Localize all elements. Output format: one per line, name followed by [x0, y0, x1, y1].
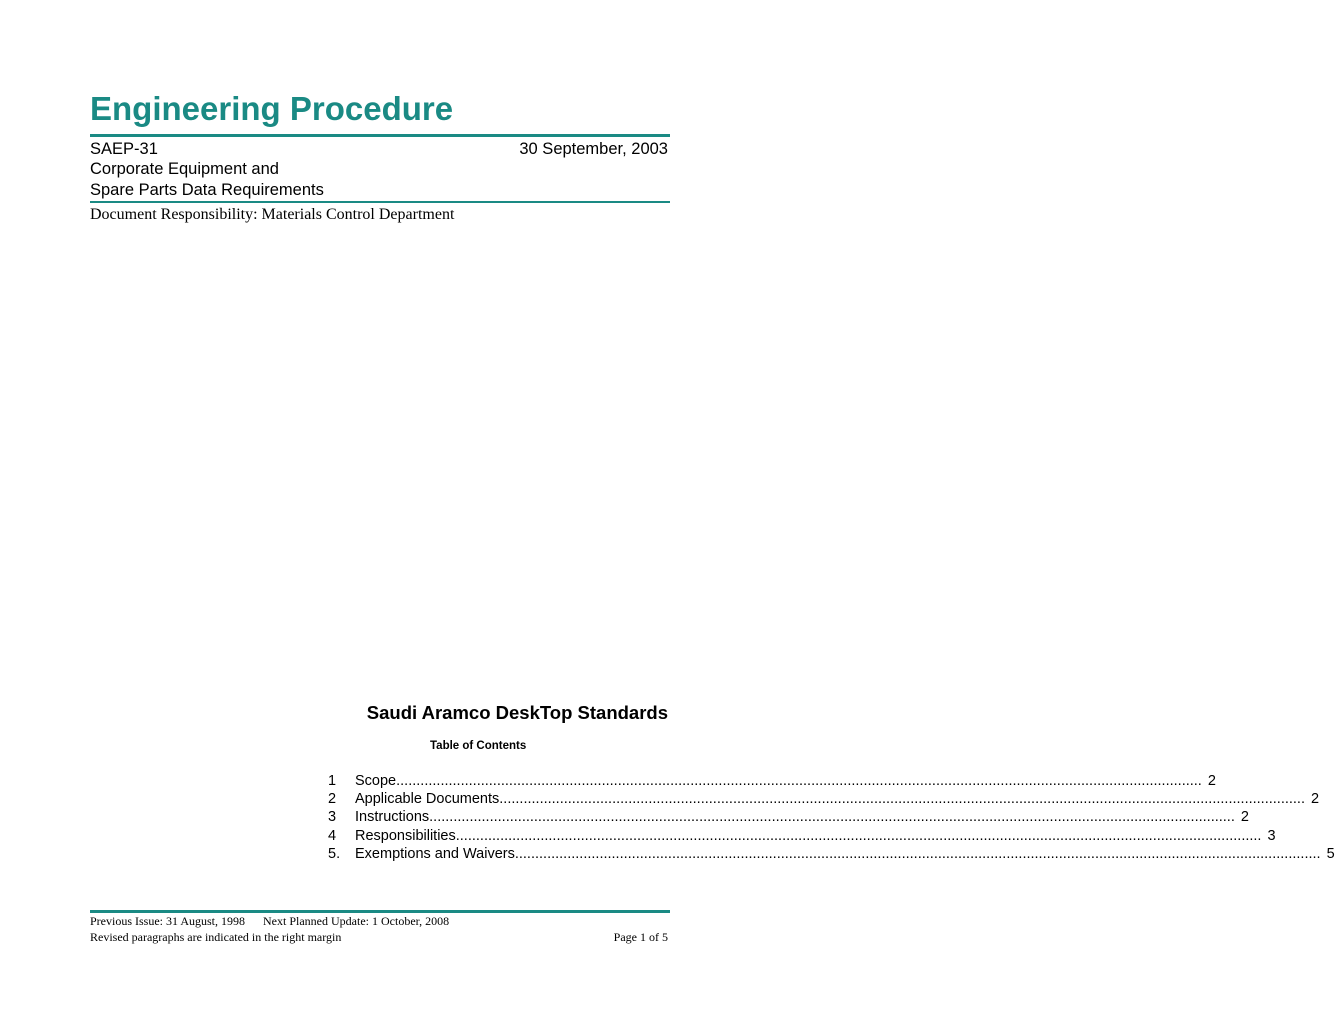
- toc-item-label: Exemptions and Waivers: [355, 845, 515, 862]
- toc-item-page: 2: [1240, 809, 1249, 826]
- footer-issue-info: [90, 914, 449, 929]
- next-planned-update: Next Planned Update: 1 October, 2008: [263, 914, 450, 928]
- toc-item-label: Scope: [355, 773, 397, 789]
- revised-paragraphs-note: Revised paragraphs are indicated in the right margin: [90, 930, 342, 944]
- footer-rule: [90, 910, 670, 913]
- toc-dot-leader: ........................................................................................................................................................................................................: [455, 827, 1262, 844]
- toc-dot-leader: ........................................................................................................................................................................................................: [396, 773, 1202, 789]
- toc-item-number: 2: [328, 791, 337, 808]
- document-date: 30 September, 2003: [519, 140, 668, 158]
- page-title: Engineering Procedure: [90, 90, 454, 127]
- toc-dot-leader: ........................................................................................................................................................................................................: [499, 791, 1305, 808]
- document-subtitle: [90, 159, 324, 201]
- table-of-contents: [328, 772, 1335, 863]
- toc-item-page: 2: [1311, 791, 1320, 808]
- toc-item-exemptions-and-waivers[interactable]: [328, 845, 1335, 863]
- toc-item-scope[interactable]: [328, 772, 1216, 790]
- page-number: Page 1 of 5: [613, 930, 668, 944]
- document-subtitle-line-1: Corporate Equipment and: [90, 160, 279, 178]
- toc-item-label: Applicable Documents: [355, 791, 500, 808]
- toc-item-page: 3: [1267, 827, 1276, 844]
- standards-title: Saudi Aramco DeskTop Standards: [366, 702, 668, 723]
- toc-dot-leader: ........................................................................................................................................................................................................: [514, 845, 1321, 862]
- toc-item-number: 5.: [328, 845, 341, 862]
- toc-item-label: Responsibilities: [355, 827, 456, 844]
- toc-item-number: 3: [328, 809, 337, 826]
- document-responsibility: Document Responsibility: Materials Control Department: [90, 206, 455, 223]
- toc-item-number: 4: [328, 827, 337, 844]
- header-top-rule: [90, 134, 670, 137]
- toc-item-page: 2: [1207, 773, 1216, 789]
- toc-item-applicable-documents[interactable]: [328, 790, 1320, 808]
- toc-item-number: 1: [328, 773, 337, 789]
- toc-item-instructions[interactable]: [328, 808, 1249, 826]
- toc-item-label: Instructions: [355, 809, 430, 826]
- toc-heading: Table of Contents: [430, 740, 527, 752]
- previous-issue: Previous Issue: 31 August, 1998: [90, 914, 246, 928]
- document-subtitle-line-2: Spare Parts Data Requirements: [90, 181, 324, 199]
- toc-item-page: 5: [1326, 845, 1335, 862]
- document-id: SAEP-31: [90, 140, 158, 158]
- toc-dot-leader: ........................................................................................................................................................................................................: [429, 809, 1235, 826]
- toc-item-responsibilities[interactable]: [328, 827, 1276, 845]
- header-divider-rule: [90, 201, 670, 203]
